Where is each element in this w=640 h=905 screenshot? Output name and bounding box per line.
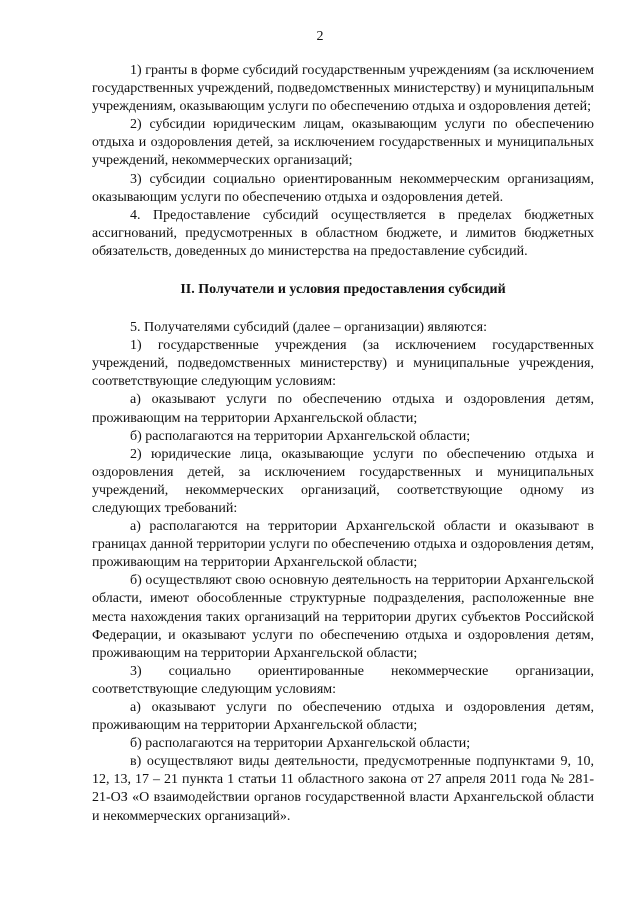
section-2-list [92, 319, 594, 826]
paragraph: а) оказывают услуги по обеспечению отдыха и оздоровления детям, проживающим на территории Архангельской области; [92, 700, 594, 734]
section-heading: II. Получатели и условия предоставления субсидий [180, 282, 506, 298]
paragraph: 4. Предоставление субсидий осуществляется в пределах бюджетных ассигнований, предусмотренных в областном бюджете, и лимитов бюджетных обязательств, доведенных до министерства на предоставление субсидий. [92, 207, 594, 259]
paragraph: 1) государственные учреждения (за исключением государственных учреждений, подведомственных министерству) и муниципальные учреждения, соответствующие следующим условиям: [92, 338, 594, 390]
paragraph: б) осуществляют свою основную деятельность на территории Архангельской области, имеют обособленные структурные подразделения, расположенные вне места нахождения таких организаций на территории других субъектов Российской Федерации, и оказывают услуги по обеспечению отдыха и оздоровления детям, проживающим на территории Архангельской области; [92, 573, 594, 661]
paragraph: в) осуществляют виды деятельности, предусмотренные подпунктами 9, 10, 12, 13, 17 – 21 пункта 1 статьи 11 областного закона от 27 апреля 2011 года № 281-21-ОЗ «О взаимодействии органов государственной власти Архангельской области и некоммерческих организаций». [92, 754, 594, 824]
paragraph: 2) субсидии юридическим лицам, оказывающим услуги по обеспечению отдыха и оздоровления детей, за исключением государственных и муниципальных учреждений, некоммерческих организаций; [92, 117, 594, 169]
paragraph: 1) гранты в форме субсидий государственным учреждениям (за исключением государственных учреждений, подведомственных министерству) и муниципальным учреждениям, оказывающим услуги по обеспечению отдыха и оздоровления детей; [92, 63, 594, 115]
paragraph: б) располагаются на территории Архангельской области; [130, 428, 471, 444]
paragraph: а) оказывают услуги по обеспечению отдыха и оздоровления детям, проживающим на территории Архангельской области; [92, 392, 594, 426]
paragraph: 3) субсидии социально ориентированным некоммерческим организациям, оказывающим услуги по обеспечению отдыха и оздоровления детей. [92, 171, 594, 205]
page-number: 2 [316, 29, 324, 44]
document-body [92, 62, 594, 826]
paragraph: 3) социально ориентированные некоммерческие организации, соответствующие следующим условиям: [92, 663, 594, 697]
paragraph: б) располагаются на территории Архангельской области; [130, 736, 471, 752]
section-1-list [92, 62, 594, 261]
paragraph: а) располагаются на территории Архангельской области и оказывают в границах данной территории услуги по обеспечению отдыха и оздоровления детям, проживающим на территории Архангельской области; [92, 519, 594, 571]
paragraph: 2) юридические лица, оказывающие услуги по обеспечению отдыха и оздоровления детей, за исключением государственных и муниципальных учреждений, некоммерческих организаций, соответствующие одному из следующих требований: [92, 446, 594, 516]
paragraph: 5. Получателями субсидий (далее – организации) являются: [130, 320, 487, 336]
